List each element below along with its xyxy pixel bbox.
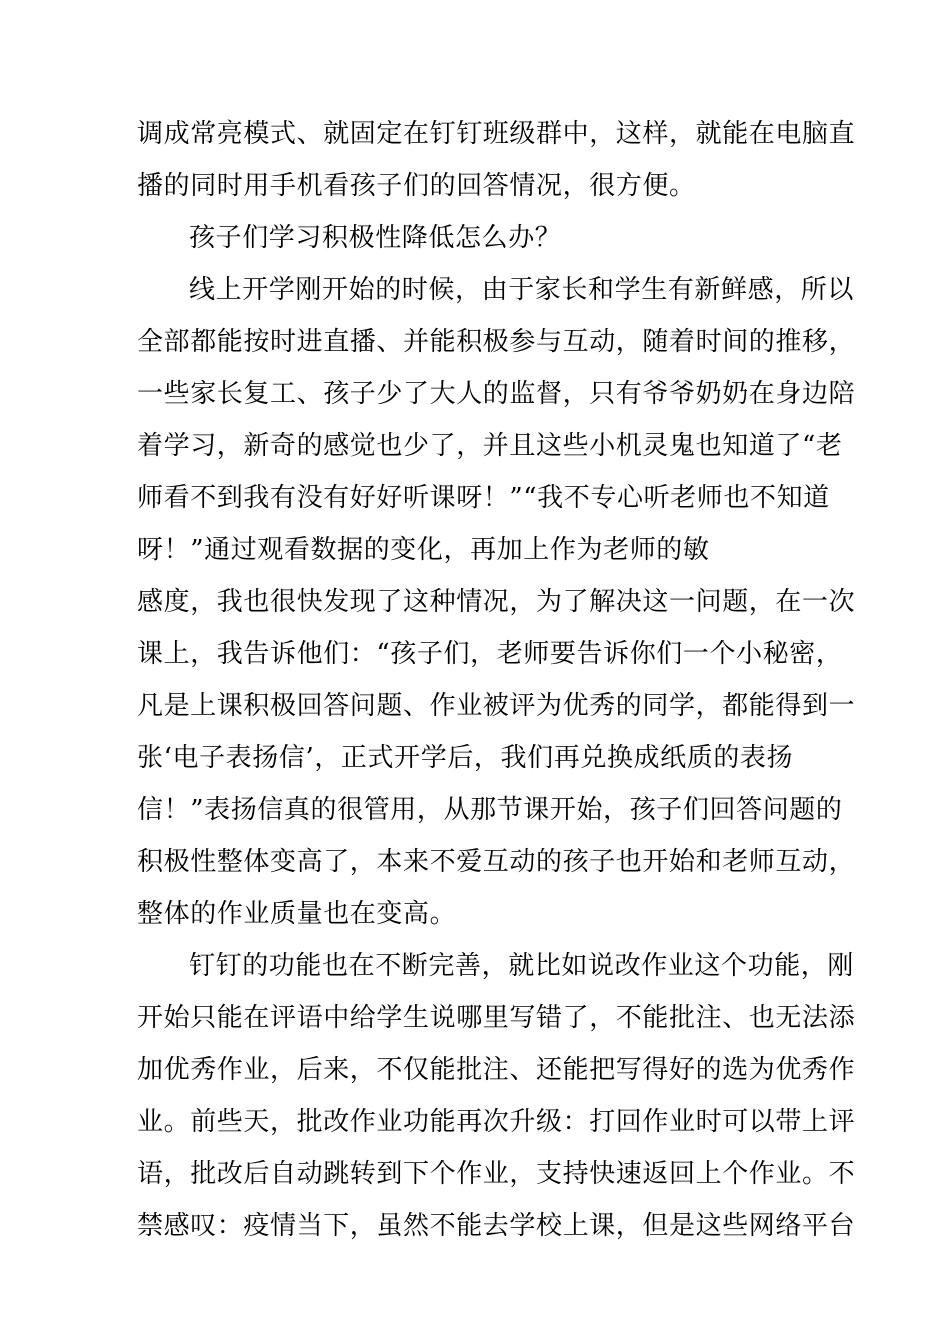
body-text-line: 着学习，新奇的感觉也少了，并且这些小机灵鬼也知道了“老 [137,431,843,461]
body-text-line: 信！”表扬信真的很管用，从那节课开始，孩子们回答问题的 [137,795,843,825]
body-text-line: 呀！”通过观看数据的变化，再加上作为老师的敏 [137,535,710,565]
body-text-line: 全部都能按时进直播、并能积极参与互动，随着时间的推移， [137,327,856,357]
body-text-line: 调成常亮模式、就固定在钉钉班级群中，这样，就能在电脑直 [137,119,856,149]
body-text-line: 凡是上课积极回答问题、作业被评为优秀的同学，都能得到一 [137,691,856,721]
body-text-line: 禁感叹：疫情当下，虽然不能去学校上课，但是这些网络平台 [137,1211,856,1241]
body-text-line: 语，批改后自动跳转到下个作业，支持快速返回上个作业。不 [137,1159,856,1189]
body-text-line: 整体的作业质量也在变高。 [137,899,457,929]
body-text-line: 开始只能在评语中给学生说哪里写错了，不能批注、也无法添 [137,1003,856,1033]
paragraph-start-line: 钉钉的功能也在不断完善，就比如说改作业这个功能，刚 [189,951,855,981]
body-text-line: 师看不到我有没有好好听课呀！”“我不专心听老师也不知道 [137,483,830,513]
section-question-heading: 孩子们学习积极性降低怎么办？ [189,223,562,253]
body-text-line: 课上，我告诉他们：“孩子们，老师要告诉你们一个小秘密， [137,639,843,669]
body-text-line: 感度，我也很快发现了这种情况，为了解决这一问题，在一次 [137,587,856,617]
body-text-line: 积极性整体变高了，本来不爱互动的孩子也开始和老师互动， [137,847,856,877]
body-text-line: 业。前些天，批改作业功能再次升级：打回作业时可以带上评 [137,1107,856,1137]
body-text-line: 一些家长复工、孩子少了大人的监督，只有爷爷奶奶在身边陪 [137,379,856,409]
body-text-line: 加优秀作业，后来，不仅能批注、还能把写得好的选为优秀作 [137,1055,856,1085]
body-text-line: 张‘电子表扬信’，正式开学后，我们再兑换成纸质的表扬 [137,743,794,773]
body-text-line: 播的同时用手机看孩子们的回答情况，很方便。 [137,171,696,201]
paragraph-start-line: 线上开学刚开始的时候，由于家长和学生有新鲜感，所以 [189,275,855,305]
